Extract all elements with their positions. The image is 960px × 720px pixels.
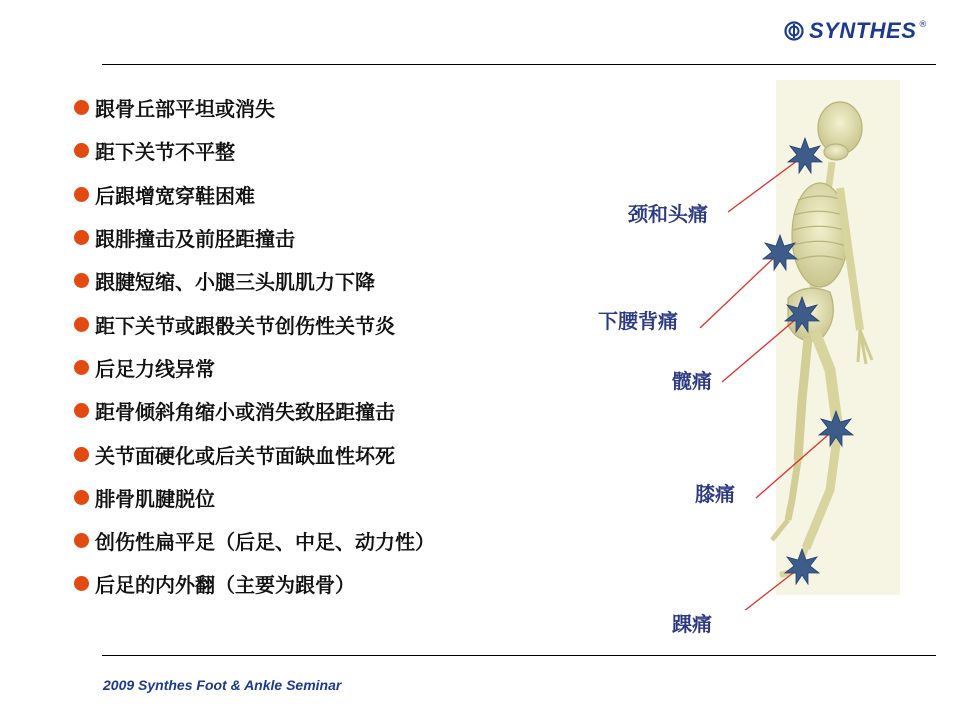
list-item: [74, 476, 435, 519]
bullet-dot-icon: [74, 230, 89, 245]
bottom-divider: [102, 655, 936, 656]
list-item: [74, 562, 435, 605]
list-item: [74, 86, 435, 129]
bullet-dot-icon: [74, 143, 89, 158]
bullet-dot-icon: [74, 403, 89, 418]
list-item: [74, 302, 435, 345]
label-low-back-pain: 下腰背痛: [598, 309, 678, 333]
list-item-text: 后足的内外翻（主要为跟骨）: [95, 573, 355, 598]
bullet-dot-icon: [74, 317, 89, 332]
list-item-text: 腓骨肌腱脱位: [95, 486, 215, 511]
list-item-text: 跟腓撞击及前胫距撞击: [95, 227, 295, 252]
list-item-text: 距下关节或跟骰关节创伤性关节炎: [95, 313, 395, 338]
list-item-text: 后足力线异常: [95, 356, 215, 381]
list-item: [74, 389, 435, 432]
footer-text: 2009 Synthes Foot & Ankle Seminar: [103, 677, 342, 693]
label-hip-pain: 髋痛: [672, 369, 712, 393]
bullet-dot-icon: [74, 100, 89, 115]
label-ankle-pain: 踝痛: [672, 612, 712, 636]
logo-text: SYNTHES: [809, 18, 917, 43]
list-item: [74, 173, 435, 216]
bullet-dot-icon: [74, 273, 89, 288]
symptom-list: [74, 86, 435, 606]
list-item-text: 距骨倾斜角缩小或消失致胫距撞击: [95, 400, 395, 425]
registered-mark: ®: [918, 20, 928, 30]
list-item-text: 关节面硬化或后关节面缺血性坏死: [95, 443, 395, 468]
list-item: [74, 346, 435, 389]
list-item: [74, 432, 435, 475]
list-item: [74, 259, 435, 302]
label-neck-head-pain: 颈和头痛: [628, 202, 708, 226]
list-item: [74, 519, 435, 562]
list-item: [74, 129, 435, 172]
bullet-dot-icon: [74, 533, 89, 548]
top-divider: [102, 64, 936, 65]
synthes-logo-icon: [784, 21, 804, 41]
bullet-dot-icon: [74, 447, 89, 462]
bullet-dot-icon: [74, 490, 89, 505]
label-knee-pain: 膝痛: [695, 482, 735, 506]
bullet-dot-icon: [74, 360, 89, 375]
synthes-logo: [784, 16, 927, 46]
list-item-text: 距下关节不平整: [95, 140, 235, 165]
list-item-text: 跟骨丘部平坦或消失: [95, 97, 275, 122]
list-item-text: 跟腱短缩、小腿三头肌肌力下降: [95, 270, 375, 295]
list-item: [74, 216, 435, 259]
bullet-dot-icon: [74, 576, 89, 591]
list-item-text: 创伤性扁平足（后足、中足、动力性）: [95, 530, 435, 555]
skeleton-illustration: [680, 70, 920, 610]
bullet-dot-icon: [74, 187, 89, 202]
list-item-text: 后跟增宽穿鞋困难: [95, 183, 255, 208]
